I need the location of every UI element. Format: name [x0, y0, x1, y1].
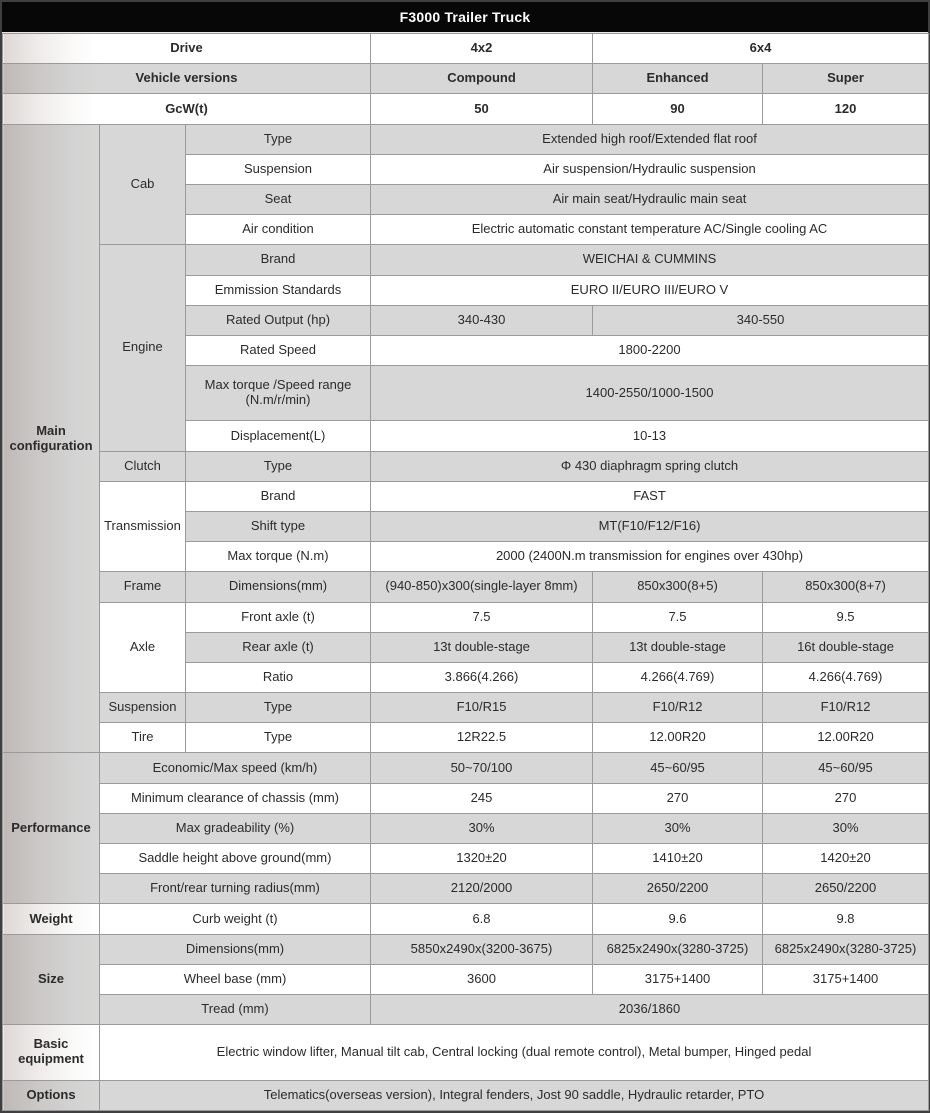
- value-cell: 50~70/100: [371, 753, 593, 783]
- attribute-label: Tread (mm): [100, 994, 371, 1024]
- value-cell: 45~60/95: [593, 753, 763, 783]
- attribute-label: Displacement(L): [186, 421, 371, 451]
- attribute-label: Max torque (N.m): [186, 542, 371, 572]
- value-cell: 5850x2490x(3200-3675): [371, 934, 593, 964]
- category-label: Weight: [3, 904, 100, 934]
- table-row: [3, 964, 929, 994]
- subcategory-label: Axle: [100, 602, 186, 693]
- value-cell: 3175+1400: [763, 964, 929, 994]
- value-cell: 7.5: [593, 602, 763, 632]
- value-cell: 12.00R20: [763, 723, 929, 753]
- value-cell: Electric automatic constant temperature AC/Single cooling AC: [371, 215, 929, 245]
- value-cell: 1800-2200: [371, 335, 929, 365]
- attribute-label: Shift type: [186, 511, 371, 541]
- value-cell: Air suspension/Hydraulic suspension: [371, 154, 929, 184]
- table-row: [3, 64, 929, 94]
- value-cell: 2000 (2400N.m transmission for engines over 430hp): [371, 542, 929, 572]
- value-cell: 3175+1400: [593, 964, 763, 994]
- header-value: 90: [593, 94, 763, 124]
- value-cell: 1400-2550/1000-1500: [371, 366, 929, 421]
- attribute-label: Dimensions(mm): [100, 934, 371, 964]
- value-cell: WEICHAI & CUMMINS: [371, 245, 929, 275]
- spec-table: [2, 33, 929, 1111]
- attribute-label: Brand: [186, 245, 371, 275]
- table-row: [3, 994, 929, 1024]
- value-cell: 16t double-stage: [763, 632, 929, 662]
- value-cell: 9.8: [763, 904, 929, 934]
- table-row: [3, 844, 929, 874]
- value-cell: 10-13: [371, 421, 929, 451]
- value-cell: 2650/2200: [763, 874, 929, 904]
- value-cell: 4.266(4.769): [593, 662, 763, 692]
- header-value: 6x4: [593, 34, 929, 64]
- value-cell: 30%: [763, 813, 929, 843]
- value-cell: 30%: [593, 813, 763, 843]
- value-cell: 6825x2490x(3280-3725): [763, 934, 929, 964]
- attribute-label: Seat: [186, 184, 371, 214]
- value-cell: 340-550: [593, 305, 929, 335]
- table-row: [3, 693, 929, 723]
- attribute-label: Economic/Max speed (km/h): [100, 753, 371, 783]
- table-row: [3, 783, 929, 813]
- value-cell: 6.8: [371, 904, 593, 934]
- table-row: [3, 245, 929, 275]
- table-row: [3, 124, 929, 154]
- attribute-label: Max gradeability (%): [100, 813, 371, 843]
- value-cell: Electric window lifter, Manual tilt cab, Central locking (dual remote control), Metal bumper, Hinged pedal: [100, 1025, 929, 1080]
- value-cell: 4.266(4.769): [763, 662, 929, 692]
- value-cell: 7.5: [371, 602, 593, 632]
- value-cell: F10/R12: [593, 693, 763, 723]
- value-cell: 1320±20: [371, 844, 593, 874]
- table-row: [3, 481, 929, 511]
- subcategory-label: Engine: [100, 245, 186, 451]
- value-cell: 270: [763, 783, 929, 813]
- value-cell: 2036/1860: [371, 994, 929, 1024]
- value-cell: (940-850)x300(single-layer 8mm): [371, 572, 593, 602]
- value-cell: 12R22.5: [371, 723, 593, 753]
- value-cell: 45~60/95: [763, 753, 929, 783]
- attribute-label: Type: [186, 451, 371, 481]
- table-row: [3, 34, 929, 64]
- value-cell: 13t double-stage: [593, 632, 763, 662]
- attribute-label: Emmission Standards: [186, 275, 371, 305]
- table-row: [3, 1025, 929, 1080]
- attribute-label: Suspension: [186, 154, 371, 184]
- attribute-label: Rated Speed: [186, 335, 371, 365]
- attribute-label: Rated Output (hp): [186, 305, 371, 335]
- value-cell: Φ 430 diaphragm spring clutch: [371, 451, 929, 481]
- value-cell: 270: [593, 783, 763, 813]
- attribute-label: Minimum clearance of chassis (mm): [100, 783, 371, 813]
- value-cell: Extended high roof/Extended flat roof: [371, 124, 929, 154]
- value-cell: 850x300(8+5): [593, 572, 763, 602]
- table-row: [3, 572, 929, 602]
- value-cell: 3600: [371, 964, 593, 994]
- attribute-label: Type: [186, 723, 371, 753]
- category-label: Main configuration: [3, 124, 100, 753]
- value-cell: Telematics(overseas version), Integral fenders, Jost 90 saddle, Hydraulic retarder, PTO: [100, 1080, 929, 1111]
- value-cell: 850x300(8+7): [763, 572, 929, 602]
- value-cell: FAST: [371, 481, 929, 511]
- value-cell: 2120/2000: [371, 874, 593, 904]
- header-value: 4x2: [371, 34, 593, 64]
- table-row: [3, 94, 929, 124]
- subcategory-label: Frame: [100, 572, 186, 602]
- table-row: [3, 813, 929, 843]
- table-row: [3, 1080, 929, 1111]
- value-cell: MT(F10/F12/F16): [371, 511, 929, 541]
- table-row: [3, 934, 929, 964]
- header-value: 50: [371, 94, 593, 124]
- value-cell: F10/R12: [763, 693, 929, 723]
- subcategory-label: Cab: [100, 124, 186, 245]
- value-cell: 3.866(4.266): [371, 662, 593, 692]
- spec-table-body: [3, 34, 929, 1111]
- subcategory-label: Suspension: [100, 693, 186, 723]
- header-value: Enhanced: [593, 64, 763, 94]
- value-cell: 340-430: [371, 305, 593, 335]
- table-row: [3, 451, 929, 481]
- category-label: Options: [3, 1080, 100, 1111]
- table-row: [3, 602, 929, 632]
- value-cell: 9.6: [593, 904, 763, 934]
- value-cell: 13t double-stage: [371, 632, 593, 662]
- header-label: Vehicle versions: [3, 64, 371, 94]
- value-cell: 12.00R20: [593, 723, 763, 753]
- attribute-label: Saddle height above ground(mm): [100, 844, 371, 874]
- value-cell: 6825x2490x(3280-3725): [593, 934, 763, 964]
- header-value: Super: [763, 64, 929, 94]
- attribute-label: Wheel base (mm): [100, 964, 371, 994]
- value-cell: 1410±20: [593, 844, 763, 874]
- attribute-label: Air condition: [186, 215, 371, 245]
- value-cell: 2650/2200: [593, 874, 763, 904]
- category-label: Basic equipment: [3, 1025, 100, 1080]
- attribute-label: Max torque /Speed range (N.m/r/min): [186, 366, 371, 421]
- category-label: Size: [3, 934, 100, 1025]
- subcategory-label: Transmission: [100, 481, 186, 572]
- header-label: GcW(t): [3, 94, 371, 124]
- value-cell: Air main seat/Hydraulic main seat: [371, 184, 929, 214]
- attribute-label: Front axle (t): [186, 602, 371, 632]
- attribute-label: Ratio: [186, 662, 371, 692]
- value-cell: 9.5: [763, 602, 929, 632]
- header-label: Drive: [3, 34, 371, 64]
- attribute-label: Curb weight (t): [100, 904, 371, 934]
- attribute-label: Front/rear turning radius(mm): [100, 874, 371, 904]
- value-cell: EURO II/EURO III/EURO V: [371, 275, 929, 305]
- category-label: Performance: [3, 753, 100, 904]
- page-title: F3000 Trailer Truck: [2, 2, 928, 33]
- header-value: 120: [763, 94, 929, 124]
- attribute-label: Brand: [186, 481, 371, 511]
- attribute-label: Rear axle (t): [186, 632, 371, 662]
- table-row: [3, 904, 929, 934]
- header-value: Compound: [371, 64, 593, 94]
- subcategory-label: Tire: [100, 723, 186, 753]
- value-cell: 1420±20: [763, 844, 929, 874]
- value-cell: 245: [371, 783, 593, 813]
- table-row: [3, 753, 929, 783]
- subcategory-label: Clutch: [100, 451, 186, 481]
- attribute-label: Type: [186, 124, 371, 154]
- attribute-label: Type: [186, 693, 371, 723]
- table-row: [3, 723, 929, 753]
- value-cell: F10/R15: [371, 693, 593, 723]
- value-cell: 30%: [371, 813, 593, 843]
- attribute-label: Dimensions(mm): [186, 572, 371, 602]
- table-row: [3, 874, 929, 904]
